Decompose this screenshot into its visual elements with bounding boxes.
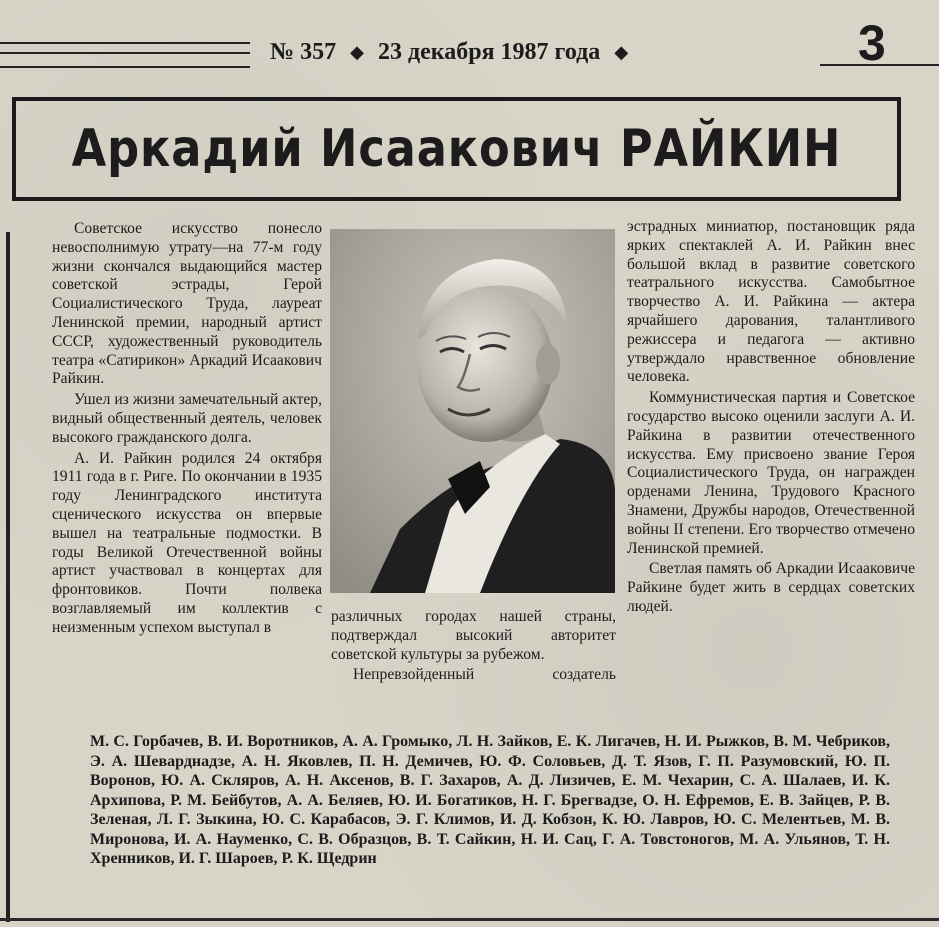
paragraph: Ушел из жизни замечательный актер, видный общественный деятель, человек высокого гражданского долга.	[52, 391, 322, 446]
paragraph: Светлая память об Аркадии Исааковиче Райкине будет жить в сердцах советских людей.	[627, 560, 915, 615]
portrait-image	[330, 229, 615, 593]
paragraph: А. И. Райкин родился 24 октября 1911 года в г. Риге. По окончании в 1935 году Ленинградского института сценического искусства он впервые вышел на театральные подмостки. В годы Великой Отечественной войны артист участвовал в концертах для фронтовиков. Почти полвека возглавляемый им коллектив с неизменным успехом выступал в	[52, 449, 322, 636]
obituary-column-2	[331, 608, 616, 685]
paragraph: Коммунистическая партия и Советское государство высоко оценили заслуги А. И. Райкина в развитии отечественного искусства. Ему присвоено звание Героя Социалистического Труда, он награжден орденами Ленина, Трудового Красного Знамени, Дружбы народов, Отечественной войны II степени. Его творчество отмечено Ленинской премией.	[627, 389, 915, 557]
headline: Аркадий Исаакович РАЙКИН	[71, 119, 842, 179]
obituary-column-1	[52, 220, 322, 638]
portrait-photo	[330, 229, 615, 593]
issue-number: № 357	[270, 38, 337, 65]
masthead	[270, 30, 628, 74]
bottom-rule	[0, 918, 939, 921]
decorative-rules-left	[0, 42, 250, 68]
signatories-list: М. С. Горбачев, В. И. Воротников, А. А. Громыко, Л. Н. Зайков, Е. К. Лигачев, Н. И. Рыжков, В. М. Чебриков, Э. А. Шеварднадзе, А. Н. Яковлев, П. Н. Демичев, Ю. Ф. Соловьев, Д. Т. Язов, Г. П. Разумовский, Ю. П. Воронов, Ю. А. Скляров, А. Н. Аксенов, В. Г. Захаров, А. Д. Лизичев, Е. М. Чехарин, С. А. Шалаев, И. К. Архипова, Р. М. Бейбутов, А. А. Беляев, Ю. И. Богатиков, Н. Г. Брегвадзе, О. Н. Ефремов, Е. В. Зайцев, Р. В. Зеленая, Л. Г. Зыкина, Ю. С. Карабасов, Э. Г. Климов, И. Д. Кобзон, К. Ю. Лавров, Ю. С. Мелентьев, М. В. Миронова, И. А. Науменко, С. В. Образцов, В. Т. Сайкин, Н. И. Сац, Г. А. Товстоногов, М. А. Ульянов, Т. Н. Хренников, И. Г. Шароев, Р. К. Щедрин	[90, 733, 890, 867]
decorative-rules-right	[820, 64, 939, 72]
diamond-icon: ◆	[350, 41, 364, 62]
paragraph: различных городах нашей страны, подтверждал высокий авторитет советской культуры за рубежом.	[331, 608, 616, 663]
page-number: 3	[858, 15, 886, 71]
diamond-icon: ◆	[614, 41, 629, 62]
issue-date: 23 декабря 1987 года	[377, 38, 601, 65]
paragraph: Советское искусство понесло невосполнимую утрату—на 77-м году жизни скончался выдающийся мастер советской эстрады, Герой Социалистического Труда, лауреат Ленинской премии, народный артист СССР, художественный руководитель театра «Сатирикон» Аркадий Исаакович Райкин.	[52, 220, 322, 388]
obituary-column-3	[627, 218, 915, 617]
paragraph: эстрадных миниатюр, постановщик ряда ярких спектаклей А. И. Райкин внес большой вклад в развитие советского театрального искусства. Самобытное творчество А. И. Райкина — актера ярчайшего дарования, талантливого режиссера и педагога — активно утверждало нравственное обновление человека.	[627, 218, 915, 386]
column-rule	[6, 232, 10, 922]
paragraph: Непревзойденный создатель	[353, 666, 616, 684]
headline-box	[12, 97, 901, 201]
